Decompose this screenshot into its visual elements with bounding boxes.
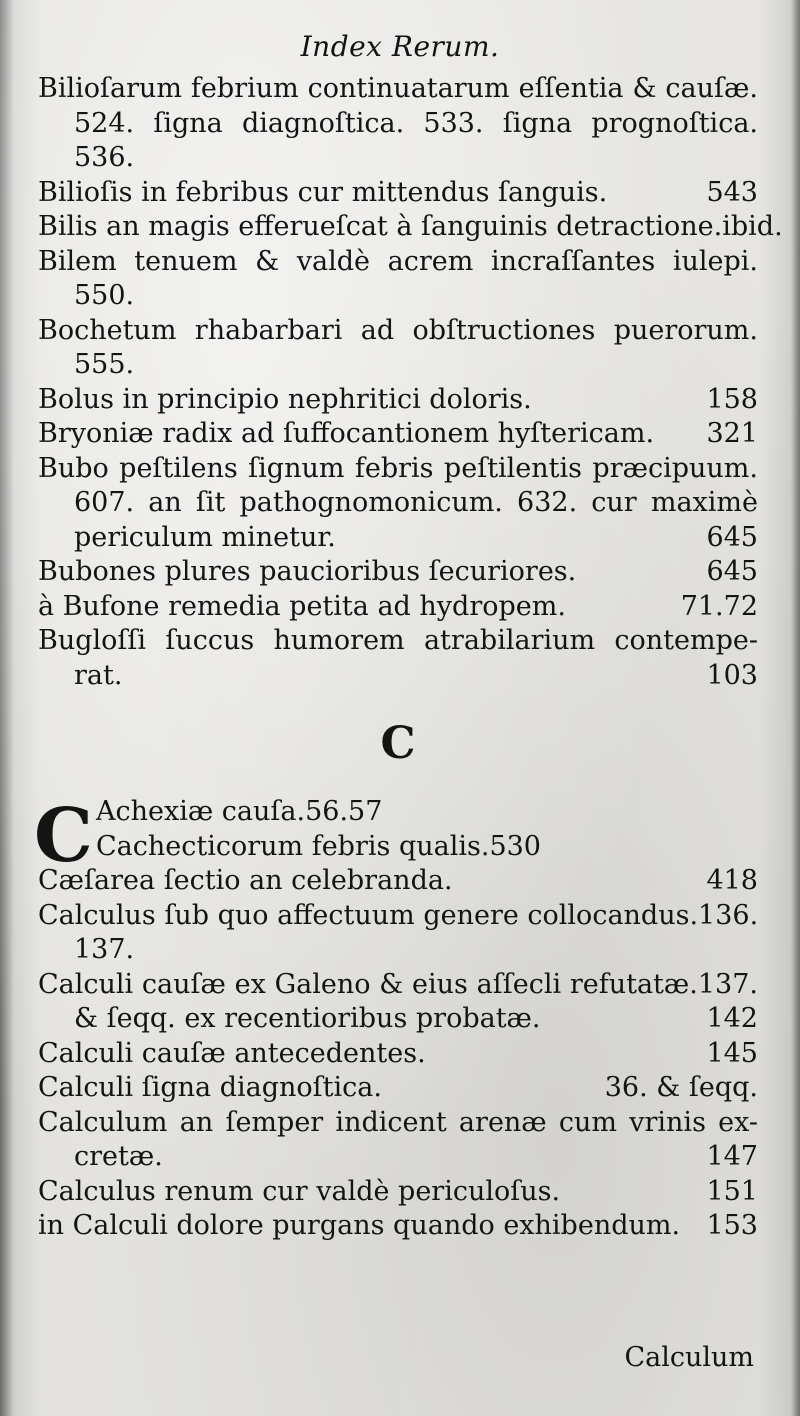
- page-header: Index Rerum.: [300, 30, 500, 63]
- index-entry: [38, 899, 758, 934]
- entry-text: Bugloſſi ſuccus humorem atrabilarium contempe-: [38, 625, 758, 656]
- index-entry: [38, 314, 758, 349]
- index-entry: [38, 383, 758, 418]
- entry-text: Calculus ſub quo affectuum genere collocandus.136.: [38, 899, 759, 931]
- index-entry: [38, 72, 758, 107]
- entry-page-number: 321: [706, 418, 758, 449]
- index-entry: [38, 279, 758, 314]
- entry-page-number: 530: [489, 830, 541, 862]
- c-entries-list: [34, 793, 759, 1244]
- entry-text: Bilem tenuem & valdè acrem incraſſantes iulepi.: [38, 245, 758, 277]
- index-entry: [38, 417, 758, 452]
- entry-text: à Bufone remedia petita ad hydropem.: [38, 590, 566, 622]
- entry-text: Calculi cauſæ antecedentes.: [38, 1037, 426, 1069]
- entry-page-number: 153: [706, 1210, 758, 1241]
- entry-page-number: 645: [706, 521, 758, 553]
- index-entry: [38, 864, 758, 899]
- drop-cap: C: [34, 793, 93, 879]
- entry-text: cretæ.: [74, 1141, 163, 1172]
- entry-page-number: 36. & ſeqq.: [604, 1072, 758, 1103]
- entry-page-number: 151: [706, 1175, 758, 1207]
- entry-text: Calculi cauſæ ex Galeno & eius aſſecli refutatæ.137.: [38, 968, 758, 1000]
- index-entry: [38, 1071, 758, 1106]
- index-entry: [38, 1140, 758, 1175]
- catchword: Calculum: [624, 1342, 754, 1373]
- entry-text: & ſeqq. ex recentioribus probatæ.: [74, 1003, 541, 1034]
- entry-page-number: 103: [706, 659, 758, 691]
- index-entry: [38, 1037, 758, 1072]
- section-letter: C: [380, 718, 416, 769]
- index-entry: [38, 210, 783, 245]
- entry-text: Calculi ſigna diagnoſtica.: [38, 1072, 382, 1103]
- entry-page-number: 145: [706, 1037, 758, 1069]
- index-entry: [38, 590, 758, 625]
- entry-text: 555.: [74, 349, 135, 380]
- index-entry: [38, 452, 758, 487]
- entry-text: Bochetum rhabarbari ad obſtructiones puerorum.: [38, 314, 758, 346]
- entry-text: 550.: [74, 280, 135, 311]
- index-entry: [38, 933, 758, 968]
- entry-text: Cæſarea ſectio an celebranda.: [38, 865, 453, 896]
- index-entry: [38, 1175, 758, 1210]
- index-entry: [38, 1002, 758, 1037]
- index-entry: [38, 830, 758, 865]
- index-entry: [38, 176, 758, 211]
- entry-text: Calculum an ſemper indicent arenæ cum vrinis ex-: [38, 1106, 758, 1138]
- entry-text: 536.: [74, 142, 135, 173]
- index-entry: [38, 1106, 758, 1141]
- entry-text: periculum minetur.: [74, 521, 336, 553]
- entry-text: Bubones plures paucioribus ſecuriores.: [38, 556, 577, 587]
- index-entry: [38, 486, 758, 521]
- index-entry: [38, 1209, 758, 1244]
- entry-text: Bryoniæ radix ad ſuffocantionem hyſtericam.: [38, 418, 655, 449]
- index-entry: [38, 521, 758, 556]
- index-entry: [38, 245, 758, 280]
- index-entry: [38, 795, 758, 830]
- page-edge-shadow: [790, 0, 800, 1416]
- entry-text: Bilioſis in febribus cur mittendus ſanguis.: [38, 176, 608, 208]
- b-entries-list: [38, 72, 783, 693]
- entry-page-number: 147: [706, 1141, 758, 1172]
- entry-text: Cachecticorum febris qualis.: [96, 830, 490, 862]
- entry-page-number: 56.57: [305, 796, 383, 827]
- index-entry: [38, 968, 758, 1003]
- entry-page-number: 71.72: [680, 590, 758, 622]
- index-entry: [38, 107, 758, 142]
- entry-page-number: 142: [706, 1003, 758, 1034]
- index-entry: [38, 141, 758, 176]
- entry-text: Achexiæ cauſa.: [96, 796, 306, 827]
- index-entry: [38, 659, 758, 694]
- entry-page-number: 158: [706, 383, 758, 415]
- index-entry: [38, 348, 758, 383]
- entry-text: Bilioſarum febrium continuatarum eſſentia & cauſæ.: [38, 73, 758, 104]
- entry-text: 137.: [74, 934, 135, 965]
- entry-text: 607. an ſit pathognomonicum. 632. cur maximè: [74, 487, 758, 518]
- index-entry: [38, 624, 758, 659]
- index-entry: [38, 555, 758, 590]
- entry-text: 524. ſigna diagnoſtica. 533. ſigna prognoſtica.: [74, 107, 758, 139]
- entry-text: in Calculi dolore purgans quando exhibendum.: [38, 1210, 681, 1241]
- index-entries: [34, 72, 783, 1244]
- entry-text: Bolus in principio nephritici doloris.: [38, 383, 532, 415]
- entry-text: Bilis an magis efferueſcat à ſanguinis detractione.ibid.: [38, 211, 783, 242]
- entry-page-number: 543: [706, 176, 758, 208]
- entry-text: Bubo peſtilens ſignum febris peſtilentis præcipuum.: [38, 452, 758, 484]
- entry-page-number: 645: [706, 556, 758, 587]
- entry-page-number: 418: [706, 865, 758, 896]
- entry-text: rat.: [74, 659, 123, 691]
- entry-text: Calculus renum cur valdè periculoſus.: [38, 1175, 561, 1207]
